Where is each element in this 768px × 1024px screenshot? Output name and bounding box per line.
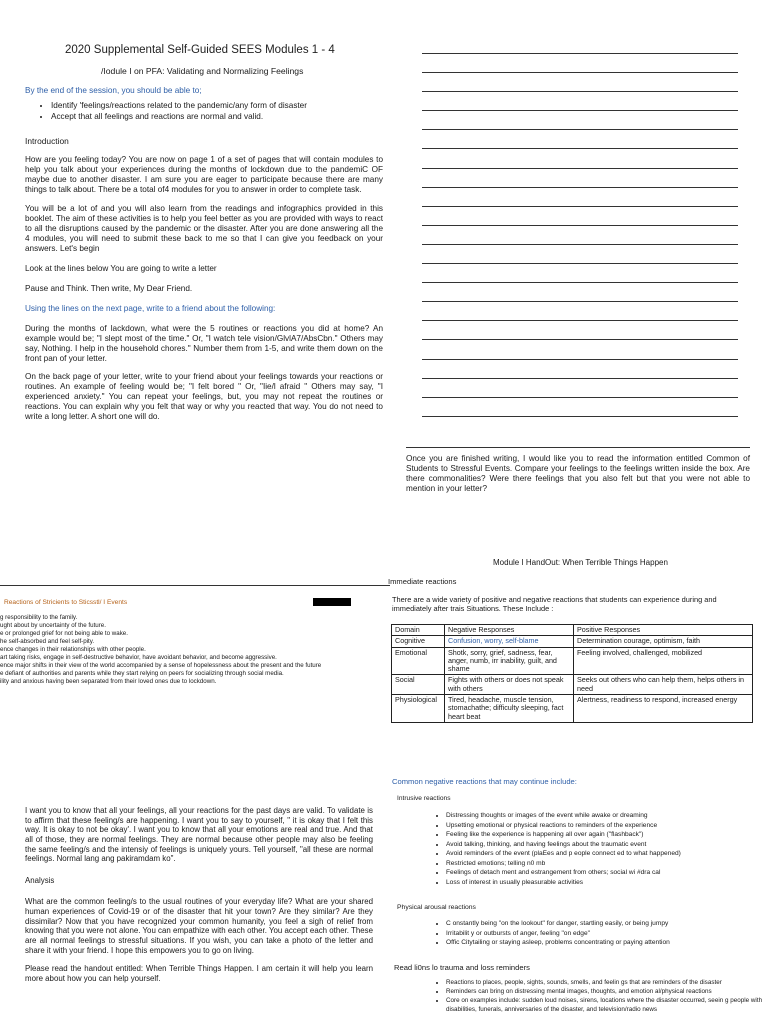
intrusive-heading: Intrusive reactions bbox=[397, 795, 451, 802]
table-cell: Determination courage, optimism, faith bbox=[574, 636, 753, 647]
table-cell: Feeling involved, challenged, mobilized bbox=[574, 647, 753, 675]
list-item: • Core on examples include: sudden loud noises, sirens, locations where the disaster occurred, seein g people with disabilities, funerals, anniversaries of the disaster, and television/radio news bbox=[446, 997, 768, 1013]
reaction-item: ught about by uncertainty of the future. bbox=[0, 621, 106, 629]
redaction-bar bbox=[313, 598, 351, 606]
list-item: • Avoid reminders of the event (plaEes and p eople connect ed to what happened) bbox=[446, 850, 768, 859]
intro-paragraph: On the back page of your letter, write to your friend about your feelings towards your reactions or routines. An example of feeling would be; "I felt bored " Or, "Iie/l afraid " Others may say, "I experienced anxiety." You can repeat your feelings, but, you may not repeat the routines or reactions. You can explain why you felt that way or why you reacted that way. You do not need to write a long letter. A short one will do. bbox=[25, 372, 383, 422]
analysis-heading: Analysis bbox=[25, 875, 55, 885]
handout-intro: There are a wide variety of positive and negative reactions that students can experience during and immediately after trais Situations. These Include : bbox=[392, 595, 717, 614]
reminders-list bbox=[420, 979, 768, 1015]
table-cell: Social bbox=[392, 675, 445, 695]
intro-paragraph: Using the lines on the next page, write to a friend about the following: bbox=[25, 304, 276, 314]
intrusive-list bbox=[420, 812, 768, 889]
intro-paragraph: You will be a lot of and you will also learn from the readings and infographics provided in this booklet. The aim of these activities is to help you feel better as you are provided with ways to react to all the disruptions caused by the pandemic or the disaster. After you are done answering all the 4 modules, you will need to submit these back to me so that I can give you feedback on your answers. Let's begin bbox=[25, 204, 383, 254]
arousal-list bbox=[420, 920, 768, 949]
table-cell: Physiological bbox=[392, 694, 445, 722]
table-cell: Tired, headache, muscle tension, stomachathe; difficulty sleeping, fact heart beat bbox=[445, 694, 574, 722]
reminders-heading: Read li0ns lo trauma and loss reminders bbox=[394, 963, 530, 972]
reaction-item: ility and anxious having been separated from their loved ones due to lockdown. bbox=[0, 678, 217, 686]
page-title: 2020 Supplemental Self-Guided SEES Modules 1 - 4 bbox=[65, 44, 335, 56]
table-cell: Cognitive bbox=[392, 636, 445, 647]
table-cell: Fights with others or does not speak with others bbox=[445, 675, 574, 695]
list-item: • Feeling like the experience is happening all over again ("flashback") bbox=[446, 831, 768, 840]
introduction-heading: Introduction bbox=[25, 136, 69, 146]
list-item: • Irritabilit y or outbursts of anger, feeling "on edge" bbox=[446, 930, 768, 939]
intro-paragraph: Pause and Think. Then write, My Dear Friend. bbox=[25, 284, 193, 294]
intro-paragraph: How are you feeling today? You are now on page 1 of a set of pages that will contain modules to help you talk about your experiences during the months of lockdown due to the pandemiC OF maybe due to another disaster. I am sure you are eager to participate because there are many things to talk about. There be a total of4 modules for you to answer in order to complete task. bbox=[25, 155, 383, 195]
table-header: Positive Responses bbox=[574, 625, 753, 636]
list-item: • Feelings of detach ment and estrangement from others; social wi #dra cal bbox=[446, 869, 768, 878]
list-item: • Avoid talking, thinking, and having feelings about the traumatic event bbox=[446, 841, 768, 850]
reaction-item: e or prolonged grief for not being able to wake. bbox=[0, 629, 128, 637]
responses-table bbox=[391, 624, 753, 723]
immediate-heading: Immediate reactions bbox=[388, 577, 457, 586]
table-cell: Seeks out others who can help them, helps others in need bbox=[574, 675, 753, 695]
reactions-title: Reactions of Stricients to Sticsstl/ I Events bbox=[4, 599, 128, 606]
reaction-item: he self-absorbed and feel self-pity. bbox=[0, 637, 95, 645]
objectives-intro: By the end of the session, you should be able to; bbox=[25, 86, 202, 95]
reaction-item: e defiant of authorities and parents while they start relying on peers for socializing through social media. bbox=[0, 670, 284, 677]
reaction-item: art taking risks, engage in self-destructive behavior, have avoidant behavior, and become aggressive. bbox=[0, 653, 277, 661]
objective-item: • Identify 'feelings/reactions related to the pandemic/any form of disaster bbox=[51, 101, 395, 111]
list-item: • Distressing thoughts or images of the event while awake or dreaming bbox=[446, 812, 768, 821]
table-cell: Alertness, readiness to respond, increased energy bbox=[574, 694, 753, 722]
objectives-block bbox=[25, 86, 395, 123]
list-item: • Loss of interest in usually pleasurable activities bbox=[446, 879, 768, 888]
table-cell: Shotk, sorry, grief, sadness, fear, anger, numb, irr inability, guilt, and shame bbox=[445, 647, 574, 675]
intro-paragraph: During the months of lackdown, what were the 5 routines or reactions you did at home? An example would be; "I slept most of the time." Or, "I watch tele vision/GlvlA7/AbsCbn." Others may say, Nothing. I help in the household chores." Number them from 1-5, and write them down on the front pan of your letter. bbox=[25, 324, 383, 364]
table-header: Negative Responses bbox=[445, 625, 574, 636]
intro-paragraph: Look at the lines below You are going to write a letter bbox=[25, 264, 217, 274]
common-heading: Common negative reactions that may continue include: bbox=[392, 777, 577, 786]
list-item: • Upsetting emotional or physical reactions to reminders of the experience bbox=[446, 822, 768, 831]
list-item: • Restricted emotions; telling n0 mb bbox=[446, 860, 768, 869]
reaction-item: ence changes in their relationships with other people. bbox=[0, 645, 146, 653]
analysis-paragraph: What are the common feeling/s to the usual routines of your everyday life? What are your shared human experiences of Covid-19 or of the disaster that hit your town? Are they similar? Are they dissimilar? Now that you have recognized your common humanity, you feel a sigh of relief from knowing that you were not alone. You can empathize with each other. You accept each other. These are all normal feelings to stressful situations. If you wish, you can take a photo of the letter and share it with your friend. I hope this empowers you to go on living. bbox=[25, 897, 373, 955]
objective-item: • Accept that all feelings and reactions are normal and valid. bbox=[51, 112, 395, 122]
compare-instructions: Once you are finished writing, I would like you to read the information entitled Common of Students to Stressful Events. Compare your feelings to the feelings written inside the box. Are there commonalities? Were there feelings that you also felt but that you were not able to mention in your letter? bbox=[406, 447, 750, 494]
module-subtitle: /Iodule I on PFA: Validating and Normalizing Feelings bbox=[101, 66, 304, 76]
table-header: Domain bbox=[392, 625, 445, 636]
table-cell: Confusion, worry, self-blame bbox=[445, 636, 574, 647]
validation-paragraph: I want you to know that all your feelings, all your reactions for the past days are valid. To validate is to affirm that these feeling/s are happening. I want you to say to yourself, " it is okay that I felt this way. It is okay to not be okay'. I want you to know that all your emotions are real and true. And that all of those, they are normal feelings. They are normal because other people may also be feeling the same feeling/s and the intensiy of feelings is uniquely yours. Tell yourself, "all these are normal feelings. Normal lang ang pakiramdam ko". bbox=[25, 806, 373, 864]
reactions-list bbox=[0, 614, 390, 687]
introduction-section bbox=[25, 136, 383, 422]
read-handout-paragraph: Please read the handout entitled: When Terrible Things Happen. I am certain it will help you learn more about how you can help yourself. bbox=[25, 964, 373, 983]
list-item: • Offic Citytailing or staying asleep, problems concentrating or paying attention bbox=[446, 939, 768, 948]
reaction-item: ence major shifts in their view of the world accompanied by a sense of hopelessness about the present and the future bbox=[0, 661, 322, 669]
writing-lines[interactable] bbox=[422, 53, 738, 435]
list-item: • Reactions to places, people, sights, sounds, smells, and feelin gs that are reminders of the disaster bbox=[446, 979, 768, 987]
validation-section bbox=[25, 806, 373, 984]
arousal-heading: Physical arousal reactions bbox=[397, 904, 476, 911]
list-item: • Reminders can bring on distressing mental images, thoughts, and emotion al/physical reactions bbox=[446, 988, 768, 996]
handout-title: Module I HandOut: When Terrible Things Happen bbox=[493, 558, 668, 567]
reaction-item: g responsibility to the family. bbox=[0, 613, 78, 621]
table-cell: Emotional bbox=[392, 647, 445, 675]
list-item: • C onstantly being "on the lookout" for danger, startling easily, or being jumpy bbox=[446, 920, 768, 929]
